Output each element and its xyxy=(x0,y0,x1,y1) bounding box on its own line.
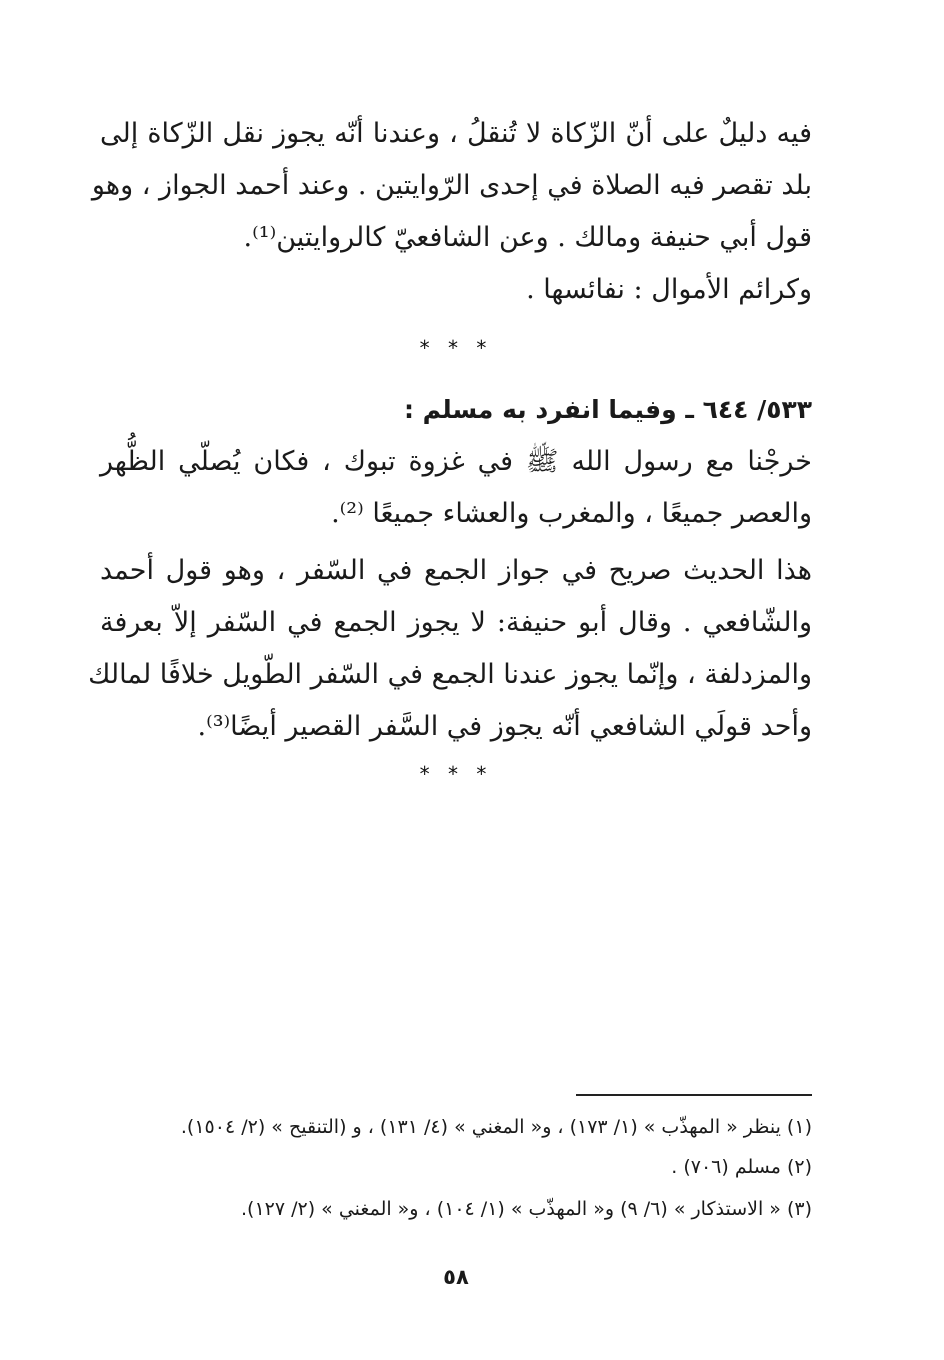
footnote: (١) ينظر « المهذّب » (١/ ١٧٣) ، و« المغني » (٤/ ١٣١) ، و (التنقيح » (٢/ ١٥٠٤). xyxy=(180,1116,812,1138)
paragraph-line: قول أبي حنيفة ومالك . وعن الشافعيّ كالروايتين⁽¹⁾. xyxy=(243,222,812,253)
section-separator: * * * xyxy=(419,762,493,786)
section-separator: * * * xyxy=(419,336,493,360)
footnote: (٢) مسلم (٧٠٦) . xyxy=(671,1156,812,1178)
footnote: (٣) « الاستذكار » (٦/ ٩) و« المهذّب » (١/ ١٠٤) ، و« المغني » (٢/ ١٢٧). xyxy=(240,1198,812,1220)
hadith-line: والعصر جميعًا ، والمغرب والعشاء جميعًا ⁽²⁾. xyxy=(331,498,812,529)
footnote-divider xyxy=(576,1094,812,1096)
paragraph-line: بلد تقصر فيه الصلاة في إحدى الرّوايتين . وعند أحمد الجواز ، وهو xyxy=(91,170,812,201)
page-number: ٥٨ xyxy=(443,1265,469,1289)
hadith-heading: ٥٣٣/ ٦٤٤ ـ وفيما انفرد به مسلم : xyxy=(403,395,812,424)
commentary-line: وأحد قولَي الشافعي أنّه يجوز في السَّفر القصير أيضًا⁽³⁾. xyxy=(197,711,812,742)
paragraph-line: فيه دليلٌ على أنّ الزّكاة لا تُنقلُ ، وعندنا أنّه يجوز نقل الزّكاة إلى xyxy=(100,118,812,149)
commentary-line: هذا الحديث صريح في جواز الجمع في السّفر ، وهو قول أحمد xyxy=(100,555,812,586)
definition-line: وكرائم الأموال : نفائسها . xyxy=(526,274,812,305)
book-page xyxy=(88,0,812,1360)
commentary-line: والشّافعي . وقال أبو حنيفة: لا يجوز الجمع في السّفر إلاّ بعرفة xyxy=(100,607,812,638)
commentary-line: والمزدلفة ، وإنّما يجوز عندنا الجمع في السّفر الطّويل خلافًا لمالك xyxy=(88,659,812,690)
hadith-line: خرجْنا مع رسول الله ﷺ في غزوة تبوك ، فكان يُصلّي الظُّهر xyxy=(100,446,812,477)
